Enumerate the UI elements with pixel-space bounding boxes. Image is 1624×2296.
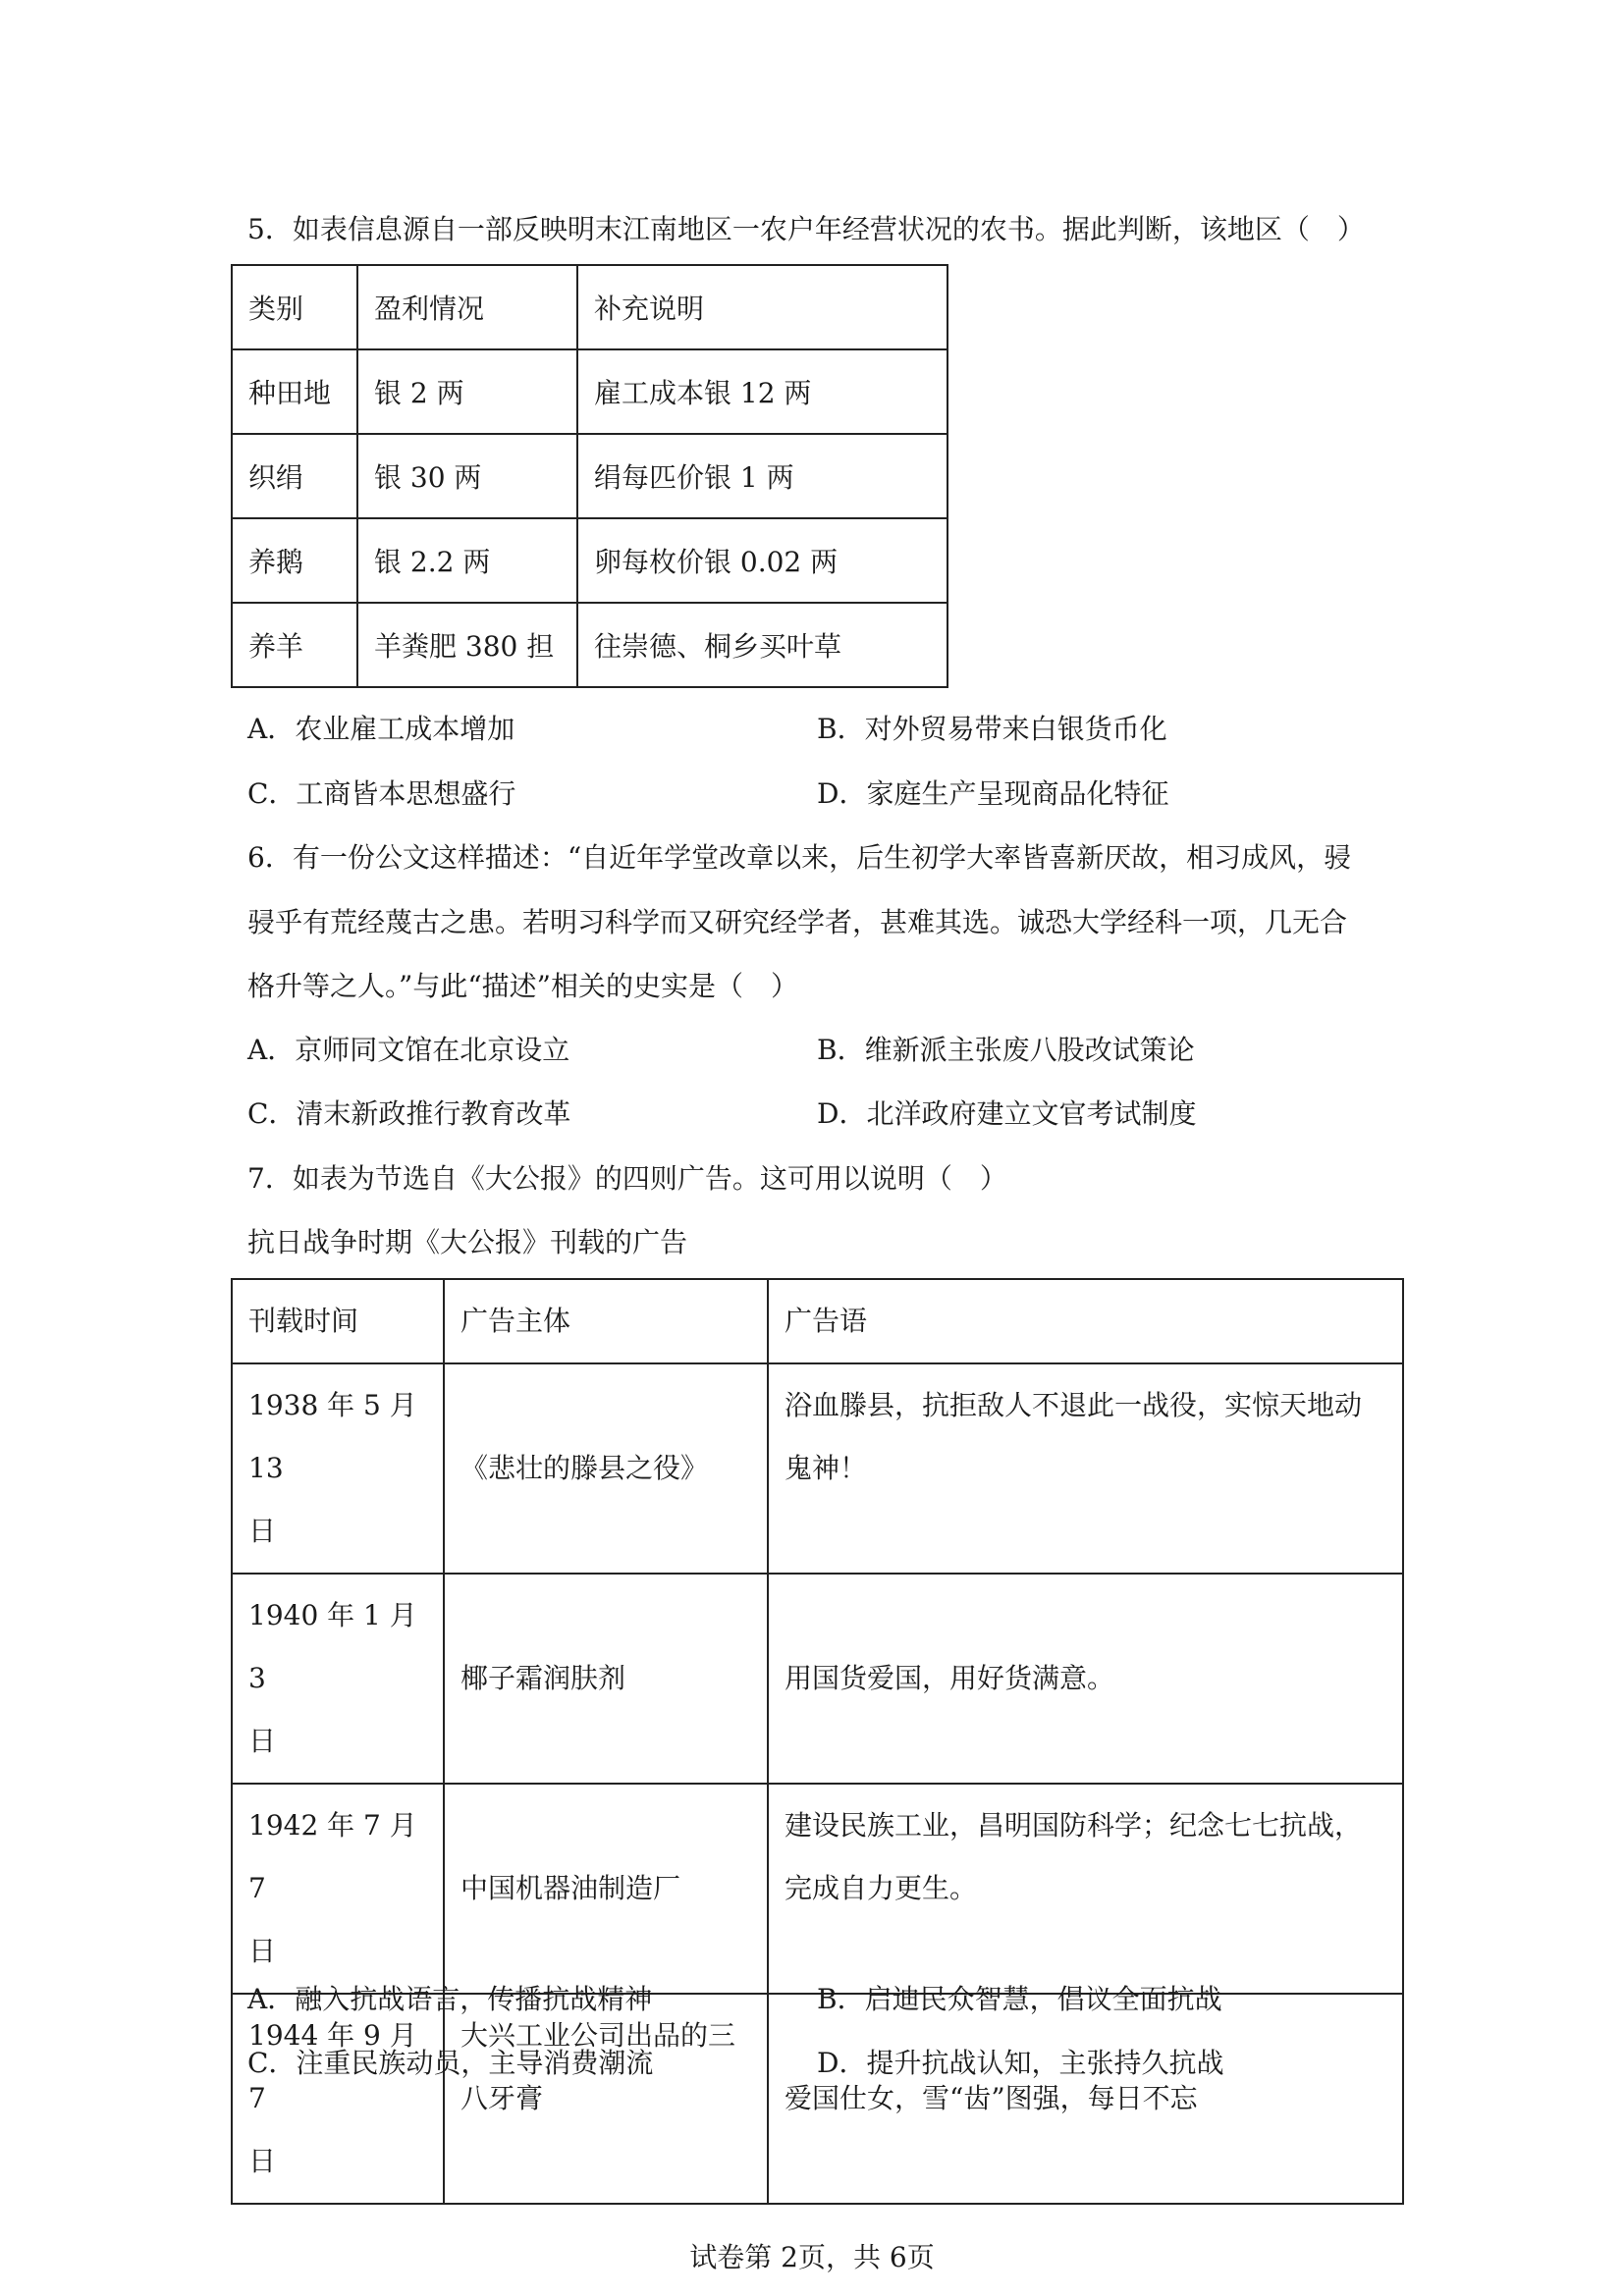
table-cell xyxy=(444,1784,768,1994)
cell-line: 日 xyxy=(248,1725,277,1757)
table-header-cell: 类别 xyxy=(232,265,357,349)
cell-line: 日 xyxy=(248,1515,277,1547)
cell-line: 建设民族工业，昌明国防科学；纪念七七抗战， xyxy=(785,1809,1363,1842)
table-row xyxy=(232,349,947,434)
q7-option-d: D．提升抗战认知，主张持久抗战 xyxy=(817,2047,1224,2079)
table-cell: 银 30 两 xyxy=(357,434,577,518)
q6-stem-line: 6．有一份公文这样描述：“自近年学堂改章以来，后生初学大率皆喜新厌故，相习成风，骎 xyxy=(247,841,1352,874)
table-cell: 绢每匹价银 1 两 xyxy=(577,434,947,518)
cell-line: 鬼神！ xyxy=(785,1452,868,1484)
q5-option-a: A．农业雇工成本增加 xyxy=(247,713,515,745)
table-header-cell: 广告主体 xyxy=(444,1279,768,1363)
cell-line: 《悲壮的滕县之役》 xyxy=(460,1452,709,1484)
q7-option-c: C．注重民族动员，主导消费潮流 xyxy=(247,2047,654,2079)
table-cell xyxy=(232,1994,444,2204)
table-row xyxy=(232,1994,1403,2204)
q7-stem: 7．如表为节选自《大公报》的四则广告。这可用以说明（ ） xyxy=(247,1162,1007,1195)
table-cell: 往崇德、桐乡买叶草 xyxy=(577,603,947,687)
table-cell: 养鹅 xyxy=(232,518,357,603)
cell-line: 爱国仕女，雪“齿”图强，每日不忘 xyxy=(785,2082,1198,2114)
table-cell: 雇工成本银 12 两 xyxy=(577,349,947,434)
table-cell xyxy=(444,1363,768,1574)
table-cell xyxy=(232,1574,444,1784)
table-row xyxy=(232,1363,1403,1574)
q6-option-c: C．清末新政推行教育改革 xyxy=(247,1097,571,1130)
q6-stem-line: 格升等之人。”与此“描述”相关的史实是（ ） xyxy=(247,970,798,1002)
q5-option-b: B．对外贸易带来白银货币化 xyxy=(817,713,1167,745)
q5-option-c: C．工商皆本思想盛行 xyxy=(247,777,516,810)
q6-option-a: A．京师同文馆在北京设立 xyxy=(247,1034,570,1066)
q6-stem-line: 骎乎有荒经蔑古之患。若明习科学而又研究经学者，甚难其选。诚恐大学经科一项，几无合 xyxy=(247,906,1348,938)
cell-line: 中国机器油制造厂 xyxy=(460,1872,681,1904)
q7-table-caption: 抗日战争时期《大公报》刊载的广告 xyxy=(247,1226,688,1258)
table-cell xyxy=(232,1363,444,1574)
table-header-row xyxy=(232,265,947,349)
cell-line: 1944 年 9 月 7 xyxy=(248,2019,417,2114)
table-header-row xyxy=(232,1279,1403,1363)
table-row xyxy=(232,1784,1403,1994)
cell-line: 完成自力更生。 xyxy=(785,1872,978,1904)
page-footer: 试卷第 2页，共 6页 xyxy=(689,2241,935,2273)
table-header-cell: 补充说明 xyxy=(577,265,947,349)
table-cell xyxy=(444,1574,768,1784)
table-cell xyxy=(768,1994,1403,2204)
table-header-cell: 盈利情况 xyxy=(357,265,577,349)
table-cell: 银 2 两 xyxy=(357,349,577,434)
cell-line: 八牙膏 xyxy=(460,2082,544,2114)
q5-option-d: D．家庭生产呈现商品化特征 xyxy=(817,777,1169,810)
table-cell: 养羊 xyxy=(232,603,357,687)
table-cell xyxy=(444,1994,768,2204)
table-cell: 卵每枚价银 0.02 两 xyxy=(577,518,947,603)
q7-option-a: A．融入抗战语言，传播抗战精神 xyxy=(247,1983,653,2015)
table-row xyxy=(232,434,947,518)
q7-option-b: B．启迪民众智慧，倡议全面抗战 xyxy=(817,1983,1222,2015)
cell-line: 1942 年 7 月 7 xyxy=(248,1809,417,1904)
q6-option-d: D．北洋政府建立文官考试制度 xyxy=(817,1097,1197,1130)
table-row xyxy=(232,518,947,603)
table-header-cell: 刊载时间 xyxy=(232,1279,444,1363)
cell-line: 1940 年 1 月 3 xyxy=(248,1599,417,1694)
q5-stem: 5．如表信息源自一部反映明末江南地区一农户年经营状况的农书。据此判断，该地区（ ） xyxy=(247,213,1365,245)
table-cell xyxy=(768,1574,1403,1784)
q6-option-b: B．维新派主张废八股改试策论 xyxy=(817,1034,1195,1066)
table-row xyxy=(232,1574,1403,1784)
table-header-cell: 广告语 xyxy=(768,1279,1403,1363)
table-cell: 羊粪肥 380 担 xyxy=(357,603,577,687)
table-cell: 银 2.2 两 xyxy=(357,518,577,603)
cell-line: 日 xyxy=(248,1935,277,1967)
cell-line: 大兴工业公司出品的三 xyxy=(460,2019,736,2052)
q5-table xyxy=(231,264,948,688)
cell-line: 日 xyxy=(248,2145,277,2177)
table-row xyxy=(232,603,947,687)
cell-line: 用国货爱国，用好货满意。 xyxy=(785,1662,1115,1694)
table-cell xyxy=(768,1363,1403,1574)
table-cell: 种田地 xyxy=(232,349,357,434)
cell-line: 浴血滕县，抗拒敌人不退此一战役，实惊天地动 xyxy=(785,1389,1363,1421)
cell-line: 椰子霜润肤剂 xyxy=(460,1662,626,1694)
cell-line: 1938 年 5 月 13 xyxy=(248,1389,417,1484)
table-cell xyxy=(232,1784,444,1994)
table-cell xyxy=(768,1784,1403,1994)
table-cell: 织绢 xyxy=(232,434,357,518)
